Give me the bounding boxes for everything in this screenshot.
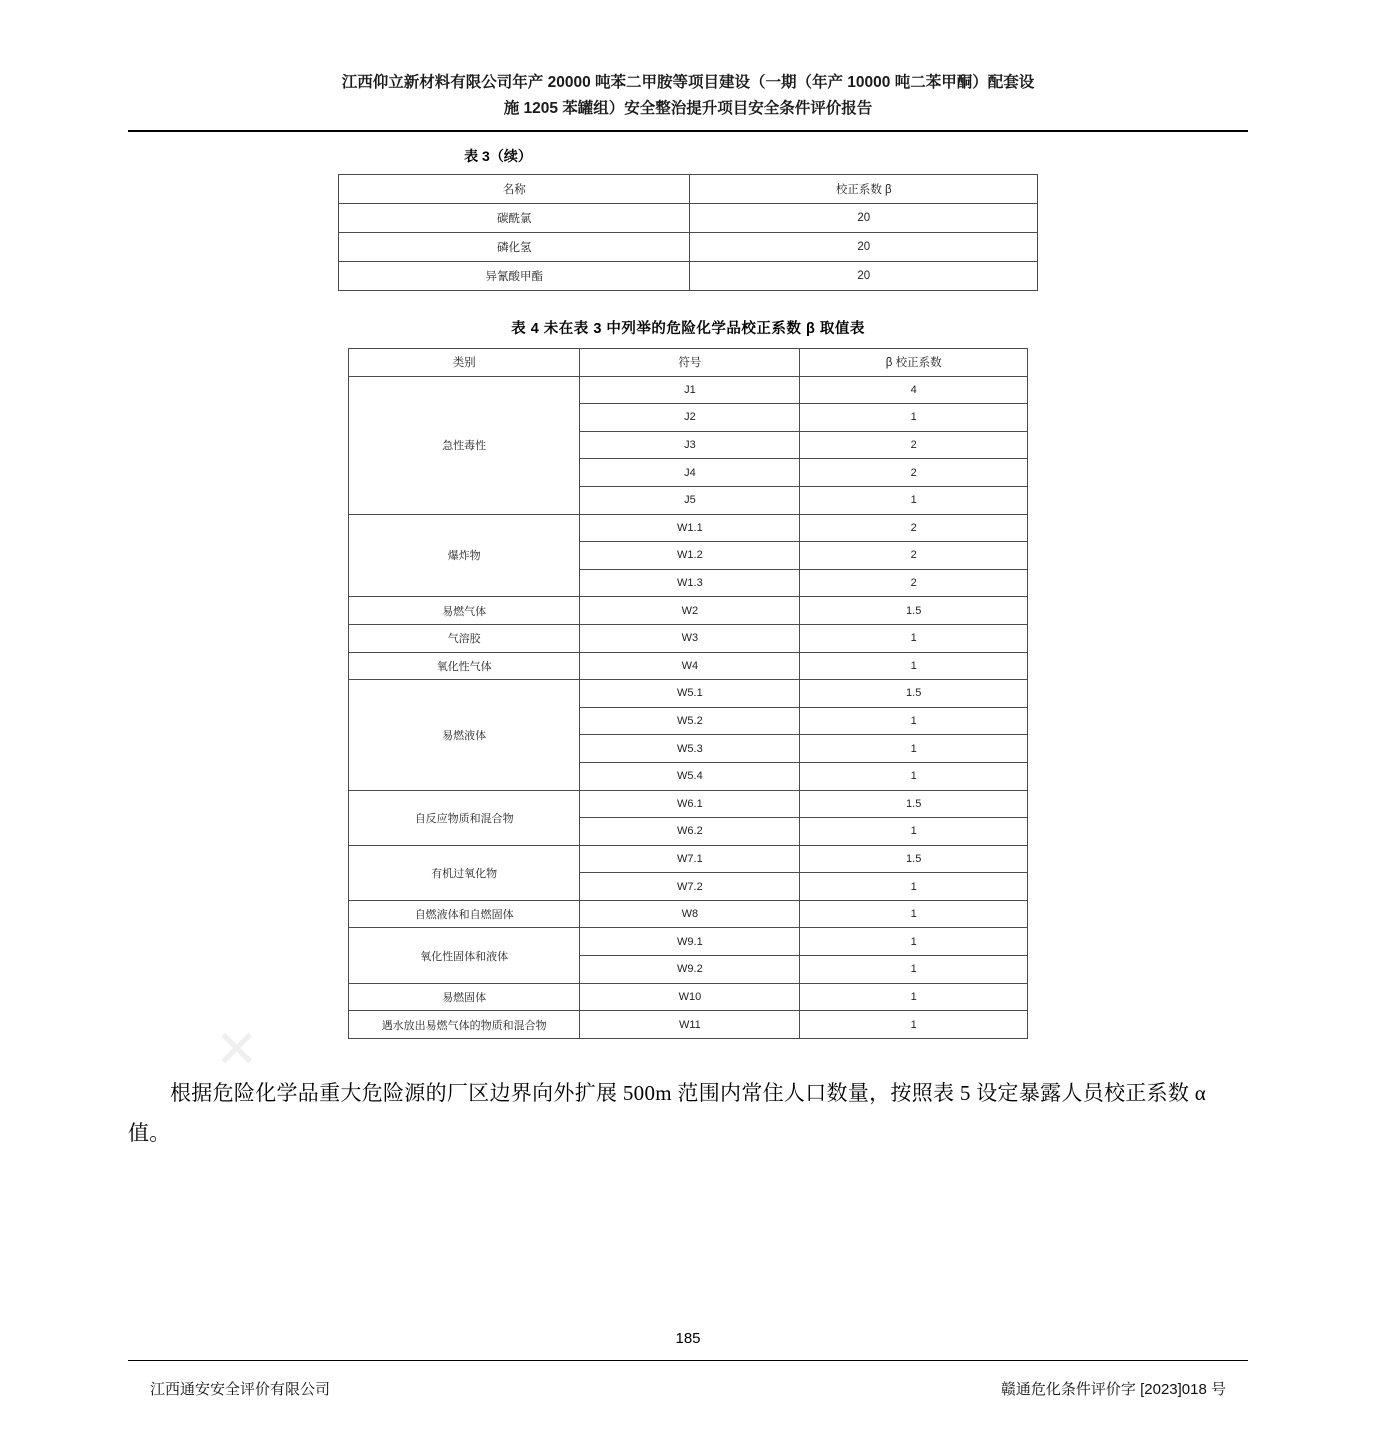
table4-cell-symbol: J2 <box>580 404 800 432</box>
table4-header-row <box>349 349 1028 377</box>
table-row <box>349 983 1028 1011</box>
table4-cell-category: 遇水放出易燃气体的物质和混合物 <box>349 1011 580 1039</box>
table4-cell-category: 氧化性固体和液体 <box>349 928 580 983</box>
table-3-continued <box>338 174 1038 291</box>
table4-cell-symbol: W7.2 <box>580 873 800 901</box>
table-row <box>349 790 1028 818</box>
table4-cell-value: 2 <box>800 514 1028 542</box>
table4-body <box>349 349 1028 1039</box>
table3-caption: 表 3（续） <box>464 148 532 164</box>
table4-cell-value: 1 <box>800 404 1028 432</box>
table4-cell-value: 1.5 <box>800 597 1028 625</box>
table4-cell-category: 易燃液体 <box>349 680 580 790</box>
table4-cell-symbol: W5.1 <box>580 680 800 708</box>
table3-header-row <box>339 175 1038 204</box>
table-row <box>349 928 1028 956</box>
table4-cell-symbol: J1 <box>580 376 800 404</box>
table4-cell-category: 氧化性气体 <box>349 652 580 680</box>
table4-cell-symbol: W1.2 <box>580 542 800 570</box>
table4-cell-category: 气溶胶 <box>349 624 580 652</box>
table3-cell-name: 异氰酸甲酯 <box>339 262 690 291</box>
table-4-beta-coefficients <box>348 348 1028 1039</box>
table4-cell-value: 1 <box>800 983 1028 1011</box>
table4-cell-category: 自燃液体和自燃固体 <box>349 900 580 928</box>
table3-col-header-coef: 校正系数 β <box>690 175 1038 204</box>
footer-left-text: 江西通安安全评价有限公司 <box>150 1381 331 1398</box>
table4-cell-value: 1 <box>800 1011 1028 1039</box>
header-line-1: 江西仰立新材料有限公司年产 20000 吨苯二甲胺等项目建设（一期（年产 10000 吨二苯甲酮）配套设 <box>341 74 1035 91</box>
table4-cell-value: 1 <box>800 762 1028 790</box>
table4-cell-value: 1.5 <box>800 845 1028 873</box>
table4-cell-symbol: W6.2 <box>580 818 800 846</box>
header-line-2: 施 1205 苯罐组）安全整治提升项目安全条件评价报告 <box>503 100 873 117</box>
table-row <box>349 845 1028 873</box>
table3-col-header-name: 名称 <box>339 175 690 204</box>
table4-col-header-symbol: 符号 <box>580 349 800 377</box>
table4-cell-value: 2 <box>800 542 1028 570</box>
table4-cell-value: 1 <box>800 707 1028 735</box>
table4-cell-category: 爆炸物 <box>349 514 580 597</box>
table4-cell-category: 急性毒性 <box>349 376 580 514</box>
table4-cell-symbol: W9.2 <box>580 956 800 984</box>
header-divider <box>128 130 1248 132</box>
table4-cell-symbol: J3 <box>580 431 800 459</box>
table4-cell-value: 2 <box>800 459 1028 487</box>
table4-cell-symbol: W8 <box>580 900 800 928</box>
table4-cell-category: 有机过氧化物 <box>349 845 580 900</box>
table3-cell-value: 20 <box>690 262 1038 291</box>
table-row <box>339 262 1038 291</box>
table4-cell-value: 1 <box>800 900 1028 928</box>
table4-cell-symbol: J4 <box>580 459 800 487</box>
table4-cell-symbol: W11 <box>580 1011 800 1039</box>
table4-cell-value: 1 <box>800 928 1028 956</box>
table4-cell-value: 2 <box>800 431 1028 459</box>
document-header <box>128 70 1248 128</box>
table4-cell-value: 1 <box>800 873 1028 901</box>
table-row <box>339 204 1038 233</box>
table4-cell-symbol: W6.1 <box>580 790 800 818</box>
background-watermark: ✕ <box>215 1021 259 1079</box>
table4-cell-value: 1 <box>800 735 1028 763</box>
table4-cell-symbol: W3 <box>580 624 800 652</box>
table4-cell-value: 4 <box>800 376 1028 404</box>
footer-divider <box>128 1360 1248 1361</box>
table4-cell-symbol: W9.1 <box>580 928 800 956</box>
table4-cell-value: 2 <box>800 569 1028 597</box>
table4-cell-value: 1 <box>800 624 1028 652</box>
table4-cell-value: 1 <box>800 652 1028 680</box>
table-row <box>349 597 1028 625</box>
table4-cell-symbol: W10 <box>580 983 800 1011</box>
table3-cell-name: 碳酰氯 <box>339 204 690 233</box>
table-row <box>349 680 1028 708</box>
table4-cell-symbol: W2 <box>580 597 800 625</box>
table-row <box>349 376 1028 404</box>
table-row <box>349 514 1028 542</box>
table-row <box>349 624 1028 652</box>
table4-caption: 表 4 未在表 3 中列举的危险化学品校正系数 β 取值表 <box>511 321 865 337</box>
table4-cell-value: 1 <box>800 818 1028 846</box>
table3-cell-value: 20 <box>690 204 1038 233</box>
table4-cell-value: 1 <box>800 956 1028 984</box>
table4-col-header-category: 类别 <box>349 349 580 377</box>
body-paragraph: 根据危险化学品重大危险源的厂区边界向外扩展 500m 范围内常住人口数量，按照表 5 设定暴露人员校正系数 α 值。 <box>128 1080 1207 1145</box>
table4-cell-symbol: W1.3 <box>580 569 800 597</box>
table4-cell-symbol: W5.3 <box>580 735 800 763</box>
table3-cell-value: 20 <box>690 233 1038 262</box>
table3-cell-name: 磷化氢 <box>339 233 690 262</box>
table-row <box>349 1011 1028 1039</box>
table4-cell-value: 1.5 <box>800 680 1028 708</box>
table4-cell-symbol: W1.1 <box>580 514 800 542</box>
table-row <box>349 900 1028 928</box>
table3-body <box>339 175 1038 291</box>
table4-cell-category: 易燃气体 <box>349 597 580 625</box>
table4-cell-category: 易燃固体 <box>349 983 580 1011</box>
page-footer <box>150 1378 1226 1399</box>
table4-cell-category: 自反应物质和混合物 <box>349 790 580 845</box>
table-row <box>339 233 1038 262</box>
table4-cell-value: 1.5 <box>800 790 1028 818</box>
table4-cell-symbol: W5.4 <box>580 762 800 790</box>
table4-cell-symbol: W4 <box>580 652 800 680</box>
footer-right-text: 赣通危化条件评价字 [2023]018 号 <box>1000 1381 1226 1398</box>
table4-cell-symbol: J5 <box>580 486 800 514</box>
table4-cell-symbol: W7.1 <box>580 845 800 873</box>
table4-col-header-coefficient: β 校正系数 <box>800 349 1028 377</box>
table-row <box>349 652 1028 680</box>
table4-cell-value: 1 <box>800 486 1028 514</box>
table4-cell-symbol: W5.2 <box>580 707 800 735</box>
page-number: 185 <box>675 1330 701 1347</box>
